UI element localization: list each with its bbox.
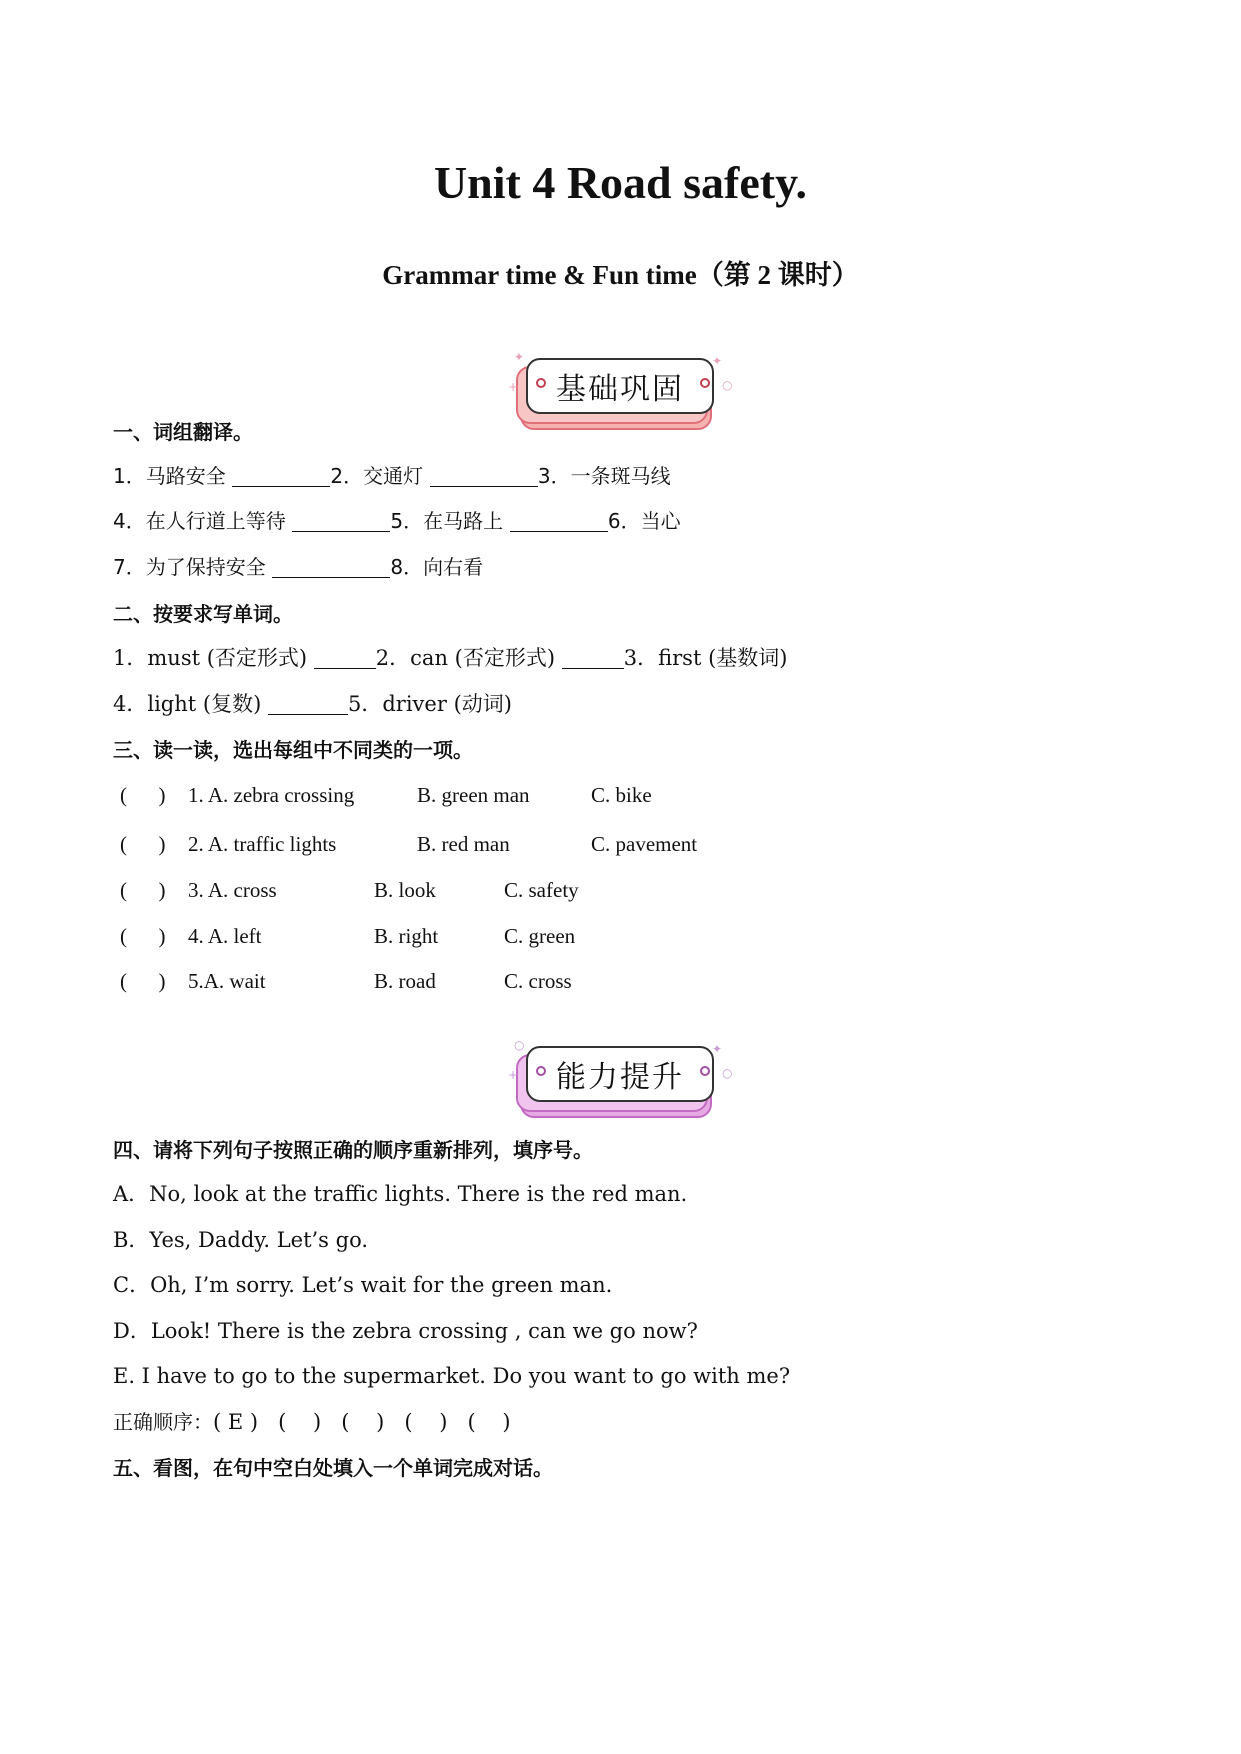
- item-text: 一条斑马线: [570, 464, 671, 488]
- question-option-c: C. pavement: [591, 832, 698, 856]
- question-option-a: 5.A. wait: [188, 969, 266, 993]
- section1-heading: 一、词组翻译。: [113, 420, 253, 444]
- answer-blank[interactable]: [510, 509, 608, 532]
- question-option-c: C. bike: [591, 783, 652, 807]
- item-hint: (否定形式): [206, 646, 308, 670]
- section1-row1: [113, 461, 671, 491]
- sentence-d: D．Look! There is the zebra crossing , can we go now?: [113, 1319, 698, 1343]
- question-option-c: C. safety: [504, 878, 579, 902]
- question-option-a: 3. A. cross: [188, 878, 277, 902]
- order-answer-row: [113, 1407, 511, 1437]
- question-paren[interactable]: ( ): [120, 969, 166, 993]
- item-word: can: [410, 646, 448, 670]
- sentence-b: B．Yes, Daddy. Let’s go.: [113, 1228, 369, 1252]
- answer-blank[interactable]: [314, 646, 376, 669]
- question-option-b: B. road: [374, 969, 436, 993]
- item-num: 3．: [623, 646, 659, 670]
- question-option-c: C. green: [504, 924, 576, 948]
- item-text: 当心: [640, 509, 681, 533]
- section2-heading: 二、按要求写单词。: [113, 602, 293, 626]
- badge-basic-label: 基础巩固: [526, 358, 714, 414]
- item-num: 1．: [113, 646, 148, 670]
- answer-blank[interactable]: [272, 555, 390, 578]
- section3-heading: 三、读一读，选出每组中不同类的一项。: [113, 738, 473, 762]
- question-paren[interactable]: ( ): [120, 924, 166, 948]
- order-blanks[interactable]: ( ) ( ) ( ) ( ): [278, 1410, 511, 1434]
- item-hint: (动词): [453, 692, 512, 716]
- section5-heading: 五、看图，在句中空白处填入一个单词完成对话。: [113, 1456, 553, 1480]
- item-num: 1．: [113, 464, 146, 488]
- order-first: ( E ): [213, 1410, 259, 1434]
- question-option-a: 1. A. zebra crossing: [188, 783, 355, 807]
- answer-blank[interactable]: [232, 464, 330, 487]
- item-hint: (基数词): [708, 646, 788, 670]
- section4-heading: 四、请将下列句子按照正确的顺序重新排列，填序号。: [113, 1138, 593, 1162]
- sentence-a: A．No, look at the traffic lights. There is the red man.: [113, 1182, 688, 1206]
- answer-blank[interactable]: [268, 692, 348, 715]
- badge-advanced: 能力提升 ○ + ✦ ○: [508, 1038, 738, 1138]
- answer-blank[interactable]: [430, 464, 538, 487]
- item-num: 5．: [390, 509, 424, 533]
- item-text: 为了保持安全: [145, 555, 266, 579]
- item-num: 2．: [330, 464, 364, 488]
- item-num: 7．: [113, 555, 146, 579]
- section1-row3: [113, 552, 483, 582]
- item-word: driver: [382, 692, 447, 716]
- question-paren[interactable]: ( ): [120, 783, 166, 807]
- question-paren[interactable]: ( ): [120, 832, 166, 856]
- sentence-e: E. I have to go to the supermarket. Do you want to go with me?: [113, 1364, 791, 1388]
- item-hint: (否定形式): [454, 646, 556, 670]
- page-title: Unit 4 Road safety.: [433, 157, 808, 208]
- item-word: first: [658, 646, 702, 670]
- item-text: 向右看: [423, 555, 484, 579]
- section2-row1: [113, 643, 787, 673]
- question-option-b: B. look: [374, 878, 436, 902]
- question-option-b: B. right: [374, 924, 439, 948]
- sentence-c: C．Oh, I’m sorry. Let’s wait for the green man.: [113, 1273, 613, 1297]
- item-num: 4．: [113, 692, 148, 716]
- badge-advanced-label: 能力提升: [526, 1046, 714, 1102]
- question-option-b: B. red man: [417, 832, 510, 856]
- answer-blank[interactable]: [562, 646, 624, 669]
- question-paren[interactable]: ( ): [120, 878, 166, 902]
- item-text: 马路安全: [145, 464, 226, 488]
- item-word: must: [147, 646, 201, 670]
- answer-blank[interactable]: [292, 509, 390, 532]
- item-text: 交通灯: [363, 464, 424, 488]
- item-num: 2．: [375, 646, 411, 670]
- page-subtitle: Grammar time & Fun time（第 2 课时）: [382, 260, 859, 290]
- item-num: 4．: [113, 509, 146, 533]
- item-num: 6．: [607, 509, 641, 533]
- item-text: 在人行道上等待: [145, 509, 286, 533]
- order-label: 正确顺序：: [113, 1410, 213, 1434]
- badge-basic: 基础巩固 ✦ + ✦ ○: [508, 350, 738, 450]
- question-option-b: B. green man: [417, 783, 530, 807]
- question-option-a: 4. A. left: [188, 924, 262, 948]
- item-text: 在马路上: [423, 509, 504, 533]
- item-word: light: [147, 692, 197, 716]
- question-option-c: C. cross: [504, 969, 572, 993]
- section1-row2: [113, 506, 681, 536]
- item-num: 5．: [347, 692, 383, 716]
- item-hint: (复数): [202, 692, 262, 716]
- section2-row2: [113, 689, 512, 719]
- item-num: 8．: [390, 555, 424, 579]
- item-num: 3．: [537, 464, 571, 488]
- question-option-a: 2. A. traffic lights: [188, 832, 337, 856]
